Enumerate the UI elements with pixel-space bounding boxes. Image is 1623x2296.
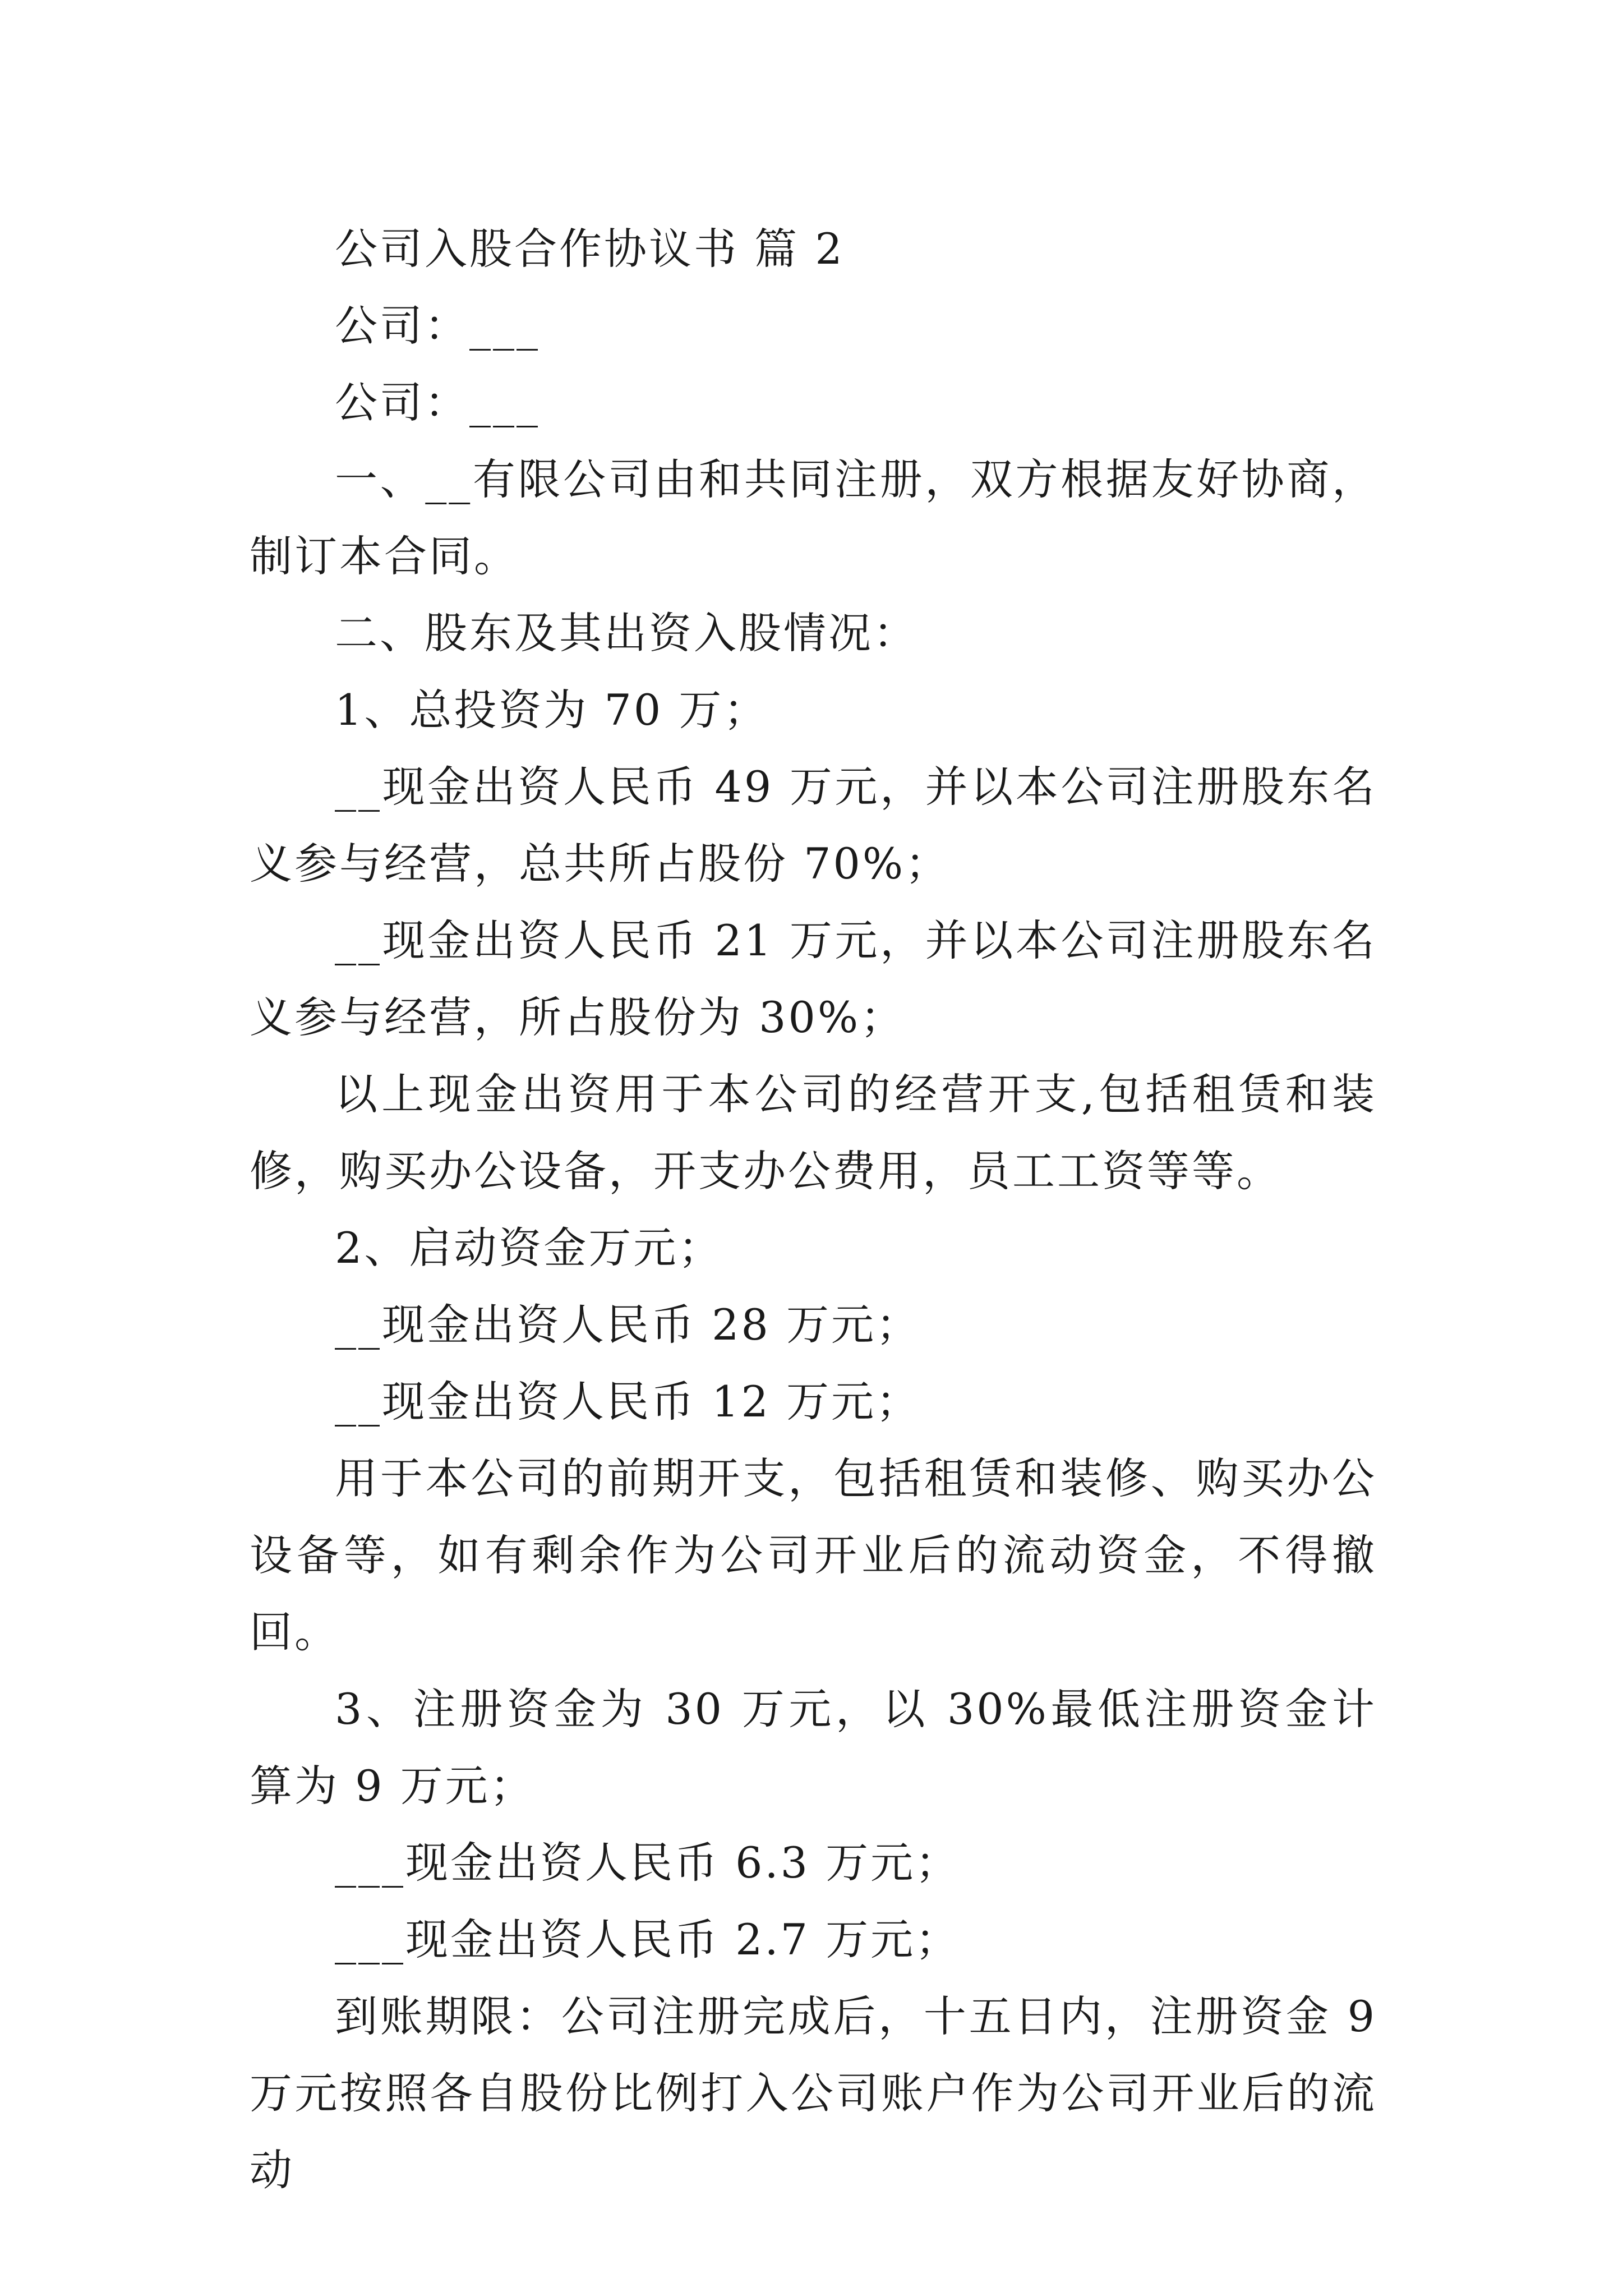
startup-shareholder-a-paragraph: __现金出资人民币 28 万元； <box>335 1300 921 1350</box>
document-body <box>250 210 1377 2208</box>
startup-usage-paragraph: 用于本公司的前期开支，包括租赁和装修、购买办公设备等，如有剩余作为公司开业后的流动资金，不得撤回。 <box>250 1453 1377 1657</box>
total-investment-paragraph: 1、总投资为 70 万； <box>335 685 769 735</box>
registered-shareholder-b-paragraph: ___现金出资人民币 2.7 万元； <box>335 1915 961 1964</box>
clause-2-heading: 二、股东及其出资入股情况： <box>335 608 918 658</box>
party-b-line: 公司：___ <box>335 378 540 427</box>
startup-capital-paragraph: 2、启动资金万元； <box>335 1223 723 1273</box>
clause-1-paragraph: 一、__有限公司由和共同注册，双方根据友好协商，制订本合同。 <box>250 454 1377 581</box>
registered-capital-paragraph: 3、注册资金为 30 万元，以 30%最低注册资金计算为 9 万元； <box>250 1684 1377 1811</box>
document-title: 公司入股合作协议书 篇 2 <box>335 224 845 274</box>
shareholder-a-investment-paragraph: __现金出资人民币 49 万元，并以本公司注册股东名义参与经营，总共所占股份 70%； <box>250 762 1377 889</box>
investment-usage-paragraph: 以上现金出资用于本公司的经营开支,包括租赁和装修，购买办公设备，开支办公费用，员工工资等等。 <box>250 1069 1377 1196</box>
party-a-line: 公司：___ <box>335 301 540 351</box>
shareholder-b-investment-paragraph: __现金出资人民币 21 万元，并以本公司注册股东名义参与经营，所占股份为 30%； <box>250 915 1377 1042</box>
registered-shareholder-a-paragraph: ___现金出资人民币 6.3 万元； <box>335 1838 961 1888</box>
payment-deadline-paragraph: 到账期限：公司注册完成后，十五日内，注册资金 9 万元按照各自股份比例打入公司账户作为公司开业后的流动 <box>250 1991 1377 2195</box>
startup-shareholder-b-paragraph: __现金出资人民币 12 万元； <box>335 1377 921 1427</box>
